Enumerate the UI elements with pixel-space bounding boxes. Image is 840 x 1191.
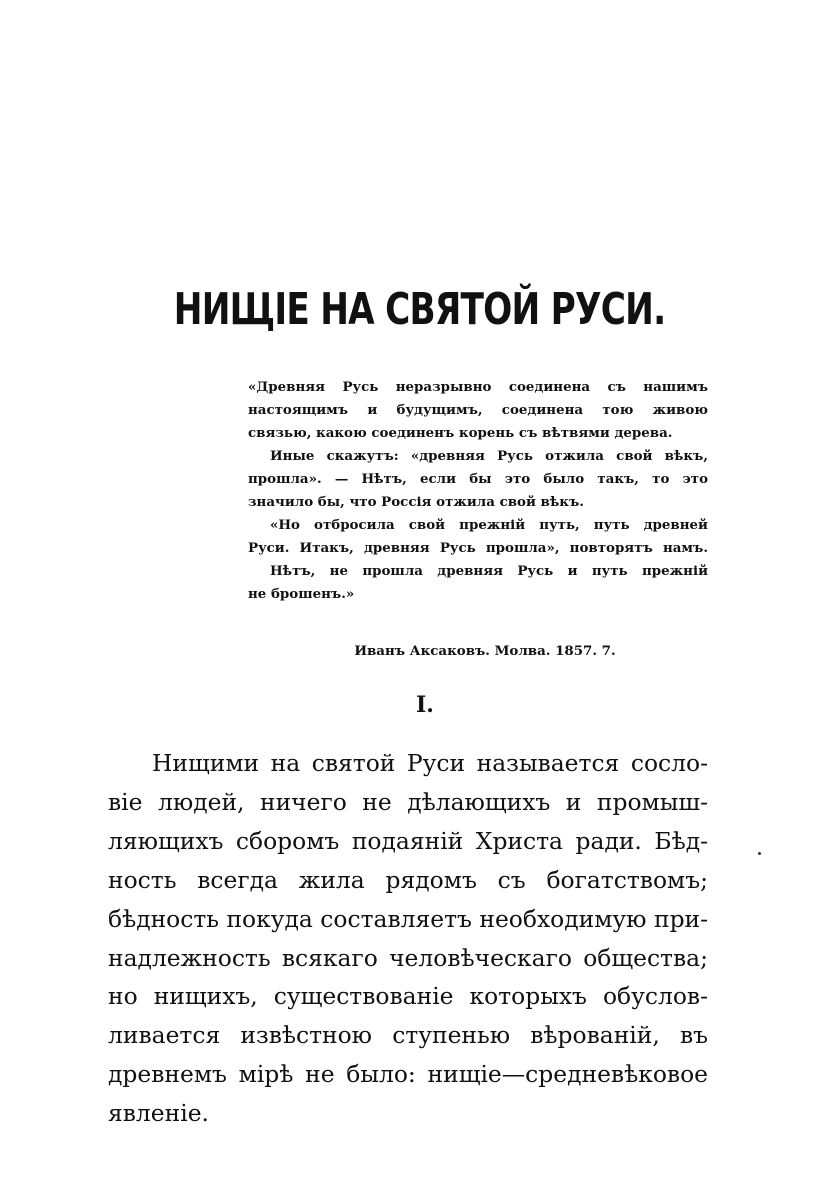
page-title: НИЩІЕ НА СВЯТОЙ РУСИ. <box>173 284 666 335</box>
body-line: но нищихъ, существованіе которыхъ обуслов- <box>108 982 708 1011</box>
body-paragraph <box>108 744 708 1133</box>
print-speck <box>758 852 761 855</box>
epigraph-line: настоящимъ и будущимъ, соединена тою живою <box>248 402 708 418</box>
body-line: бѣдность покуда составляетъ необходимую при- <box>108 904 709 933</box>
body-line: Нищими на святой Руси называется сосло- <box>152 749 708 777</box>
body-line: ляющихъ сборомъ подаяній Христа ради. Бѣд- <box>108 826 708 855</box>
body-line: ливается извѣстною ступенью вѣрованій, въ <box>108 1021 708 1050</box>
body-line: древнемъ мірѣ не было: нищіе—средневѣковое <box>108 1060 708 1089</box>
epigraph-line: «Древняя Русь неразрывно соединена съ нашимъ <box>248 379 708 395</box>
epigraph-attribution: Иванъ Аксаковъ. Молва. 1857. 7. <box>354 643 616 659</box>
body-line: ность всегда жила рядомъ съ богатствомъ; <box>108 865 708 894</box>
epigraph-line: значило бы, что Россія отжила свой вѣкъ. <box>248 494 584 510</box>
epigraph-line: прошла». — Нѣтъ, если бы это было такъ, то это <box>248 471 708 487</box>
epigraph-line: Руси. Итакъ, древняя Русь прошла», повторятъ намъ. <box>248 540 708 556</box>
epigraph-line: Нѣтъ, не прошла древняя Русь и путь прежній <box>270 563 708 579</box>
epigraph-line: связью, какою соединенъ корень съ вѣтвями дерева. <box>248 425 673 441</box>
epigraph-line: не брошенъ.» <box>248 586 355 602</box>
epigraph <box>248 376 708 606</box>
chapter-number: I. <box>416 692 434 718</box>
body-line: надлежность всякаго человѣческаго общества; <box>108 943 708 972</box>
body-line: віе людей, ничего не дѣлающихъ и промыш- <box>108 787 708 816</box>
epigraph-line: «Но отбросила свой прежній путь, путь древней <box>270 517 708 533</box>
body-line: явленіе. <box>108 1099 209 1128</box>
epigraph-line: Иные скажутъ: «древняя Русь отжила свой вѣкъ, <box>270 448 708 464</box>
